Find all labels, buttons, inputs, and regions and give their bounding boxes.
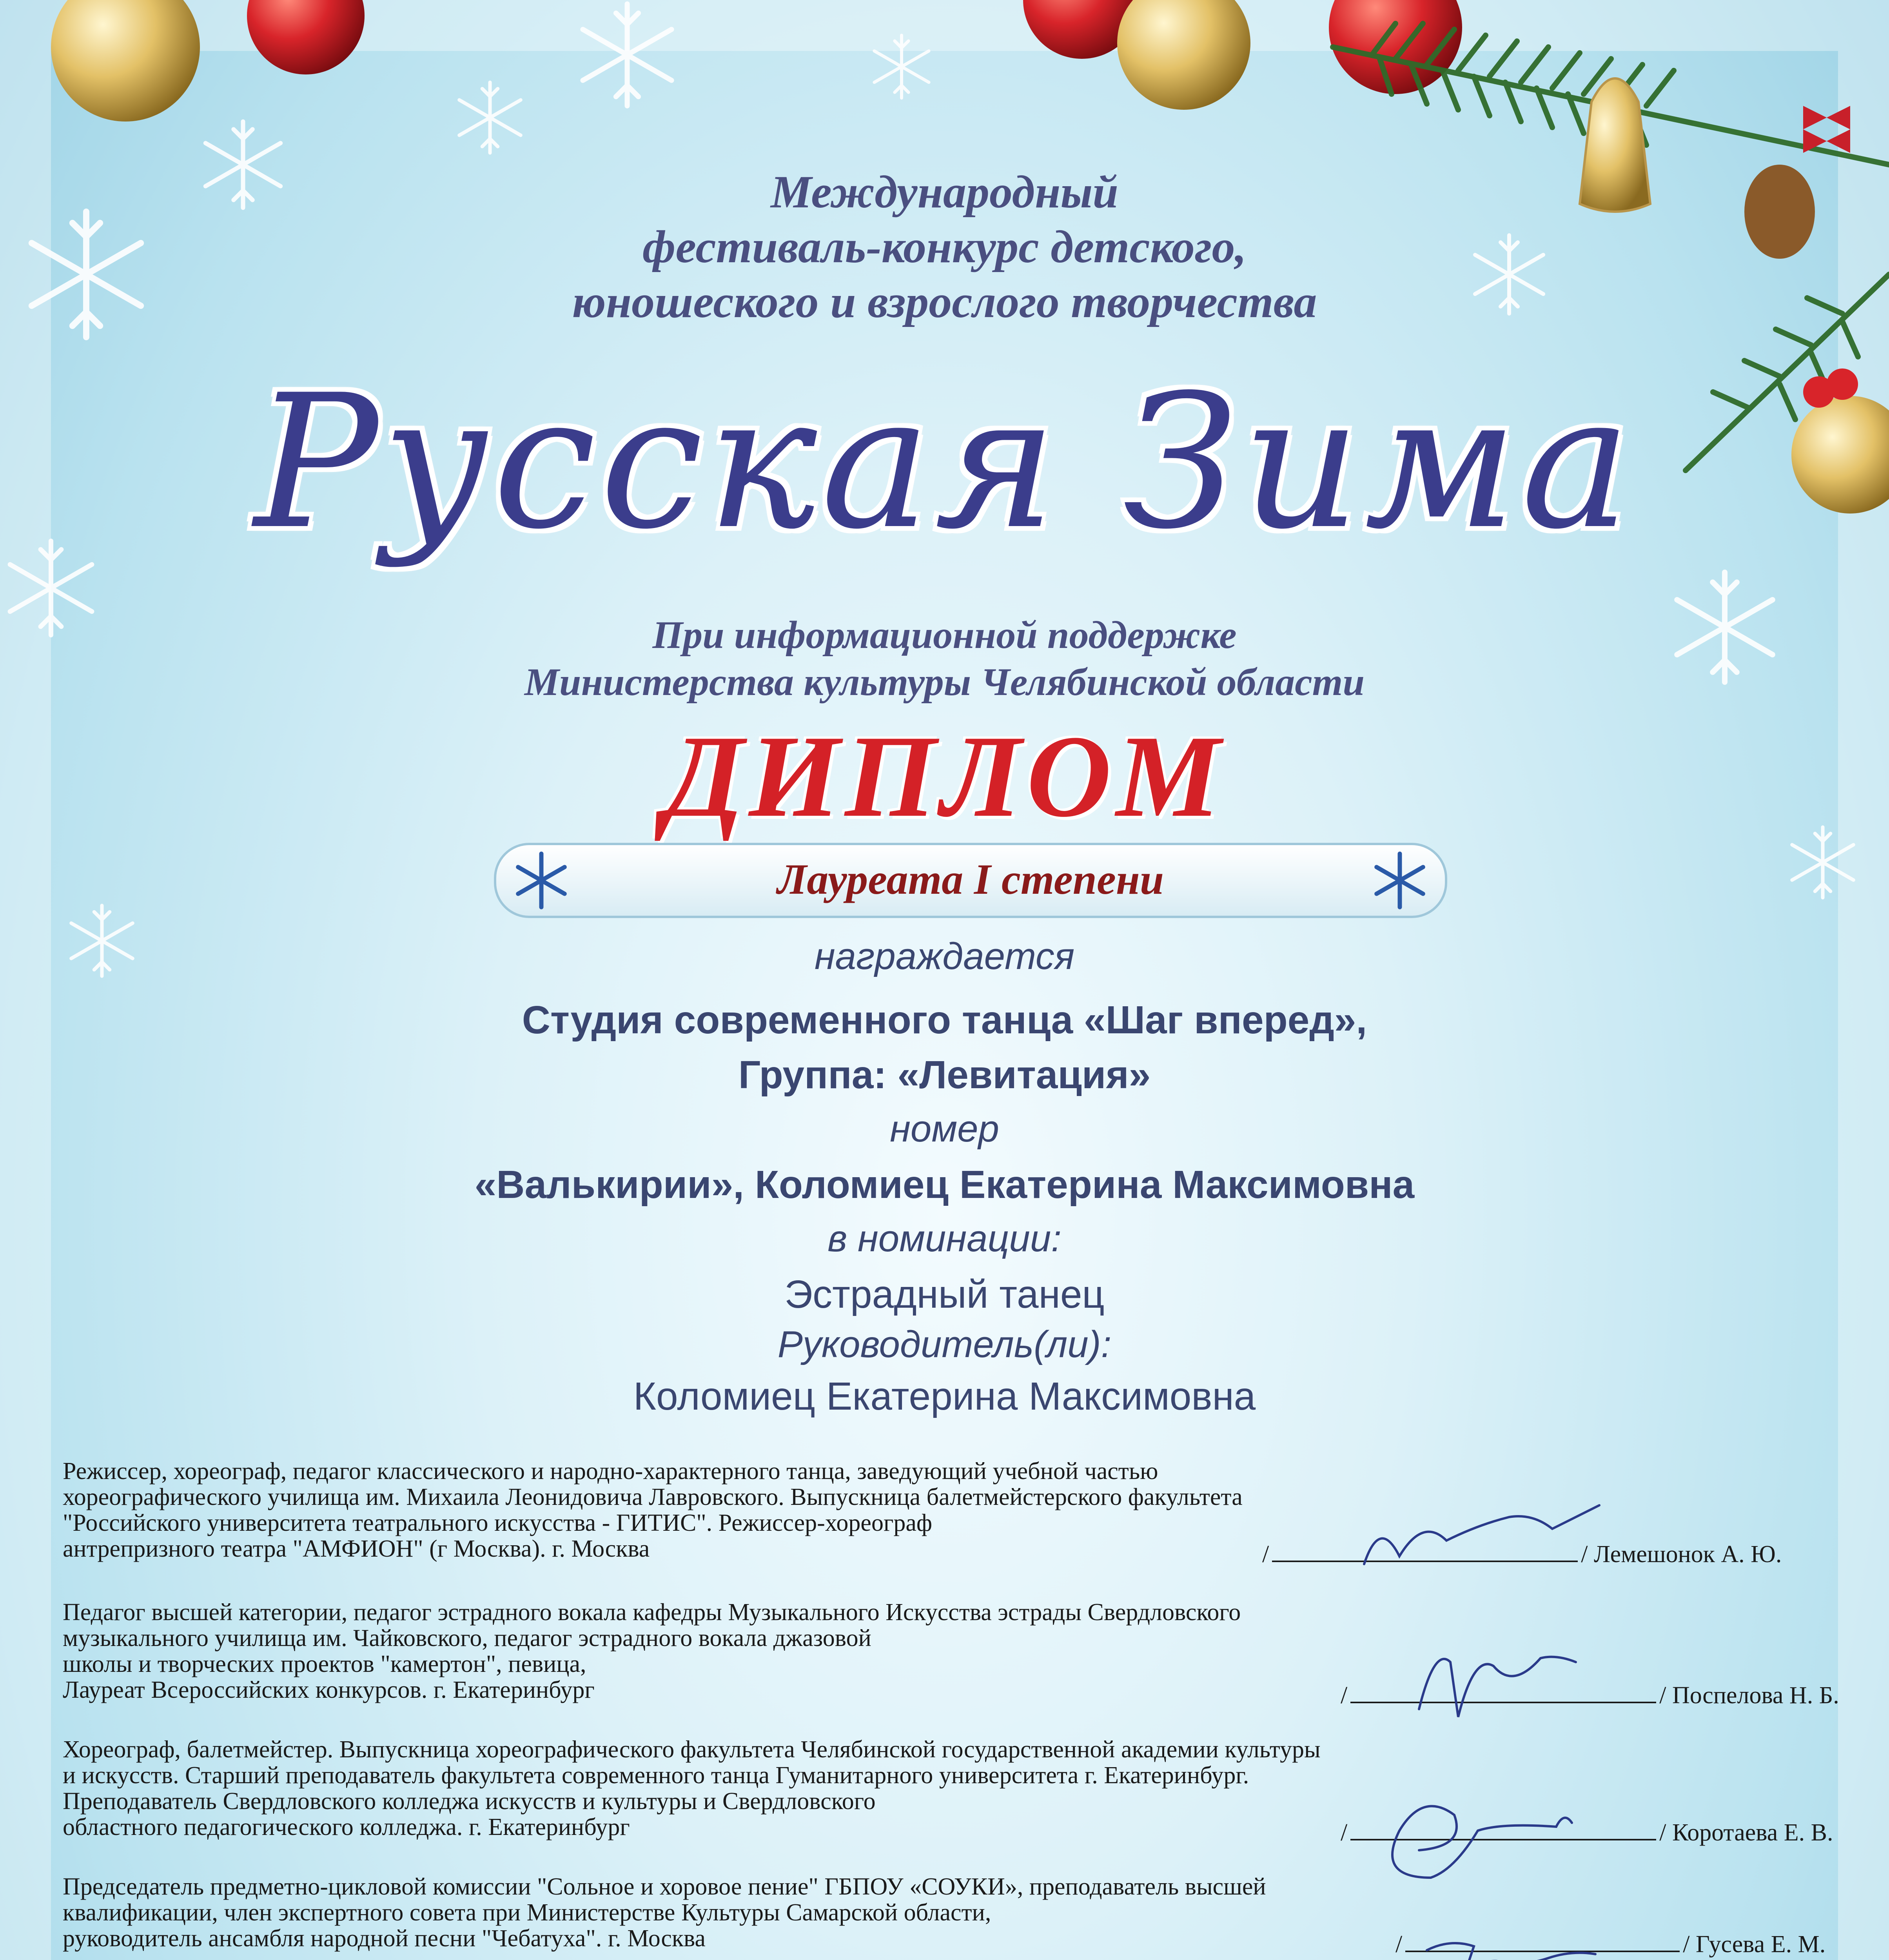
- festival-subtitle-line: фестиваль-конкурс детского,: [642, 221, 1247, 272]
- recipient-line: Группа: «Левитация»: [738, 1053, 1151, 1097]
- degree-text: Лауреата I степени: [777, 855, 1164, 903]
- jury-description: Хореограф, балетмейстер. Выпускница хореографического факультета Челябинской государственной академии культуры и искусств. Старший преподаватель факультета современного танца Гуманитарного университета г. Екатеринбург. Преподаватель Свердловского колледжа искусств и культуры и Свердловского областного педагогического колледжа. г. Екатеринбург: [63, 1736, 1321, 1840]
- diploma-heading: ДИПЛОМ: [664, 711, 1225, 841]
- nomination-label: в номинации:: [827, 1218, 1062, 1259]
- nomination-value: Эстрадный танец: [784, 1272, 1105, 1316]
- festival-subtitle-line: юношеского и взрослого творчества: [572, 276, 1317, 327]
- number-label: номер: [890, 1108, 999, 1150]
- jury-name: Лемешонок А. Ю.: [1593, 1541, 1782, 1568]
- jury-signature-line: / / Гусева Е. М.: [1395, 1931, 1826, 1958]
- jury-name: Гусева Е. М.: [1695, 1931, 1826, 1958]
- snowflake-icon: [1370, 851, 1429, 910]
- festival-subtitle: [0, 165, 1889, 329]
- festival-subtitle-line: Международный: [771, 166, 1118, 218]
- leader-value: Коломиец Екатерина Максимовна: [633, 1374, 1256, 1418]
- leader-label: Руководитель(ли):: [777, 1323, 1112, 1365]
- jury-description: Председатель предметно-цикловой комиссии "Сольное и хоровое пение" ГБПОУ «СОУКИ», преподаватель высшей квалификации, член экспертного совета при Министерстве Культуры Самарской области, руководитель ансамбля народной песни "Чебатуха". г. Москва: [63, 1873, 1266, 1952]
- jury-description: Режиссер, хореограф, педагог классического и народно-характерного танца, заведующий учебной частью хореографического училища им. Михаила Леонидовича Лавровского. Выпускница балетмейстерского факультета "Российского университета театрального искусства - ГИТИС". Режиссер-хореограф антрепризного театра "АМФИОН" (г Москва). г. Москва: [63, 1458, 1243, 1562]
- number-value: «Валькирии», Коломиец Екатерина Максимовна: [474, 1163, 1415, 1207]
- jury-signature-line: / / Поспелова Н. Б.: [1341, 1682, 1839, 1709]
- degree-ribbon: [494, 843, 1447, 918]
- jury-name: Поспелова Н. Б.: [1672, 1682, 1839, 1709]
- support-text: [0, 612, 1889, 706]
- jury-description: Педагог высшей категории, педагог эстрадного вокала кафедры Музыкального Искусства эстрады Свердловского музыкального училища им. Чайковского, педагог эстрадного вокала джазовой школы и творческих проектов "камертон", певица, Лауреат Всероссийских конкурсов. г. Екатеринбург: [63, 1599, 1241, 1703]
- support-line: Министерства культуры Челябинской области: [524, 660, 1365, 704]
- festival-title: Русская Зима: [254, 355, 1635, 570]
- support-line: При информационной поддержке: [652, 613, 1237, 657]
- jury-signature-line: / / Коротаева Е. В.: [1341, 1819, 1833, 1846]
- jury-signature-line: / / Лемешонок А. Ю.: [1262, 1541, 1782, 1568]
- recipient-line: Студия современного танца «Шаг вперед»,: [522, 998, 1367, 1042]
- awarded-label: награждается: [814, 935, 1075, 977]
- jury-name: Коротаева Е. В.: [1672, 1819, 1833, 1846]
